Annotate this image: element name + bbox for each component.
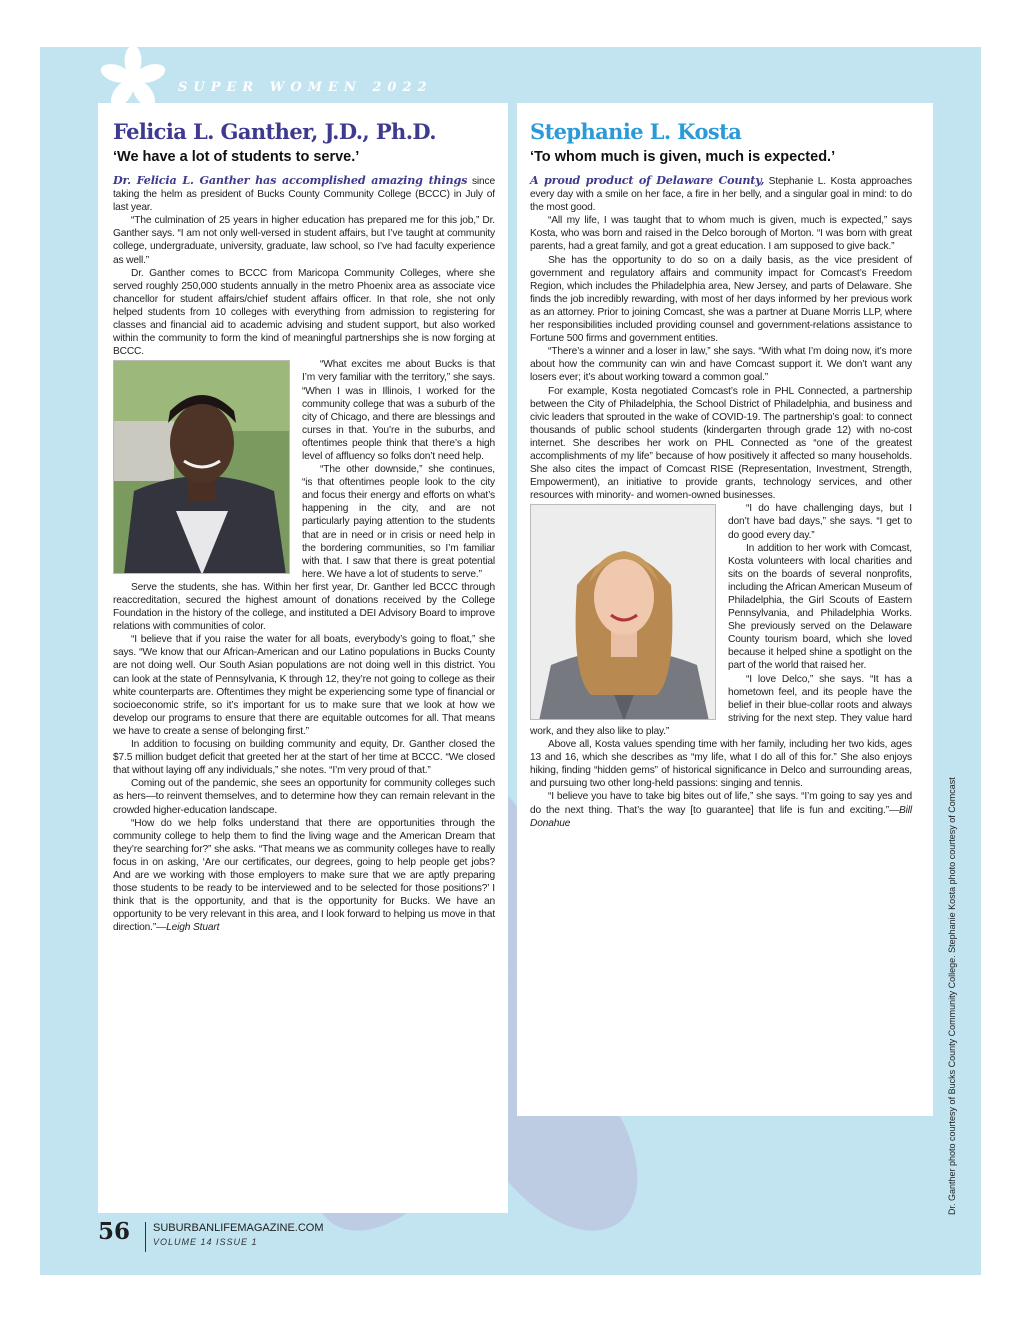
lead-paragraph (113, 174, 495, 214)
article-kosta (530, 118, 912, 830)
decorative-flower-small (98, 44, 168, 114)
lead-paragraph (530, 174, 912, 214)
paragraph: In addition to her work with Comcast, Kosta volunteers with local charities and sits on the boards of several nonprofits, including the African American Museum of Philadelphia, the Girl Scouts of Eastern Pennsylvania, and Philadelphia Works. She previously served on the Delaware County tourism board, which she loved because it helped shine a spotlight on the part of the world that raised her. (728, 542, 912, 672)
footer-divider (145, 1222, 146, 1252)
byline-kosta: —Bill Donahue (530, 804, 912, 829)
paragraph: She has the opportunity to do so on a daily basis, as the vice president of government and regulatory affairs and community impact for Comcast’s Freedom Region, which includes the Philadelphia area, New Jersey, and parts of Delaware. She finds the job incredibly rewarding, with most of her days informed by her previous work as an attorney. Prior to joining Comcast, she was a partner at Duane Morris LLP, where her responsibilities included providing counsel and government-relations assistance to Fortune 500 firms and government entities. (530, 254, 912, 345)
pull-quote-kosta: ‘To whom much is given, much is expected.’ (530, 149, 836, 165)
byline-ganther: —Leigh Stuart (156, 922, 220, 934)
page-number: 56 (98, 1218, 131, 1245)
lead-in: A proud product of Delaware County, (530, 173, 765, 187)
paragraph: “What excites me about Bucks is that I’m very familiar with the territory,” she says. “When I was in Illinois, I worked for the community college that was a suburb of the city of Chicago, and there are blessings and curses in that. You’re in the suburbs, and oftentimes people think that there’s a high level of affluency so folks don’t need help. (302, 359, 495, 462)
paragraph-text: “How do we help folks understand that there are opportunities through the community college to help them to find the living wage and the American Dream that they’re searching for?” she asks. “That means we as community colleges have to really focus in on asking, ‘Are our certificates, our degrees, going to help people get jobs? And are we working with those employers to make sure that we are aptly preparing those students to be ready to be interviewed and to be selected for those positions?’ I think that is the opportunity, and that is the opportunity for Bucks. We have an opportunity to be very relevant in this area, and I look forward to helping us move in that direction.” (113, 817, 495, 934)
footer-volume: VOLUME 14 ISSUE 1 (153, 1237, 258, 1247)
paragraph-final (530, 790, 912, 829)
lead-rest: since taking the helm as president of Bucks County Community College (BCCC) in July of last year. (113, 176, 495, 214)
photo-ganther (113, 360, 290, 574)
lead-rest: Stephanie L. Kosta approaches every day with a smile on her face, a fire in her belly, and a singular goal in mind: to do the most good. (530, 176, 912, 214)
paragraph: “I believe that if you raise the water for all boats, everybody’s going to float,” she says. “We know that our African-American and our Latino populations in Bucks County are not doing well. Our South Asian populations are not doing well in this district. You can look at the state of Pennsylvania, K through 12, they’re not going to college as their white counterparts are. Oftentimes they might be experiencing some type of financial or socioeconomic strife, so it’s important for us to make sure that we look at how we develop our programs to ensure that there are equitable outcomes for all. That means we have to create a sense of belonging first.” (113, 634, 495, 737)
article-body-ganther (113, 174, 495, 934)
paragraph: “I do have challenging days, but I don’t have bad days,” she says. “I get to do good every day.” (728, 503, 912, 541)
article-title-kosta: Stephanie L. Kosta (530, 119, 742, 144)
paragraph: “All my life, I was taught that to whom much is given, much is expected,” says Kosta, who was born and raised in the Delco borough of Morton. “I was born with great parents, had a great family, and got a great education. I am supposed to give back.” (530, 215, 912, 253)
paragraph-text: “I believe you have to take big bites out of life,” she says. “I’m going to say yes and do the next thing. That’s the way [to guarantee] that life is fun and exciting.” (530, 791, 912, 816)
paragraph: “I love Delco,” she says. “It has a hometown feel, and its people have the belief in their blue-collar roots and always striving for the next step. They value hard work, and they also like to play.” (530, 673, 912, 737)
article-ganther (113, 118, 495, 934)
photo-kosta (530, 504, 716, 720)
pull-quote-ganther: ‘We have a lot of students to serve.’ (113, 149, 360, 165)
paragraph: For example, Kosta negotiated Comcast’s role in PHL Connected, a partnership between the City of Philadelphia, the School District of Philadelphia, and business and civic leaders that sprouted in the wake of COVID-19. The partnership’s goal: to connect thousands of public school students (kindergarten through grade 12) with no-cost internet. She describes her work on PHL Connected as “one of the greatest accomplishments of my life” because of how positively it affected so many households. She also cites the impact of Comcast RISE (Representation, Investment, Strength, Empowerment), an initiative to provide grants, technology services, and other resources with minority- and women-owned businesses. (530, 385, 912, 502)
footer-site-link[interactable]: SUBURBANLIFEMAGAZINE.COM (153, 1222, 324, 1234)
article-title-ganther: Felicia L. Ganther, J.D., Ph.D. (113, 119, 436, 144)
lead-in: Dr. Felicia L. Ganther has accomplished amazing things (113, 173, 468, 187)
paragraph: Dr. Ganther comes to BCCC from Maricopa Community Colleges, where she served roughly 250,000 students annually in the metro Phoenix area as associate vice chancellor for student affairs/chief student affairs officer. In that role, she not only helped students from 10 colleges with everything from admission to registering for classes and financial aid to academic advising and student support, but also worked within the community to form the kind of meaningful partnerships she is now forging at BCCC. (113, 267, 495, 358)
paragraph: Above all, Kosta values spending time with her family, including her two kids, ages 13 and 16, which she describes as “my life, what I do all of this for.” She also enjoys hiking, finding “hidden gems” of historical significance in Delco and surrounding areas, and pursuing two other long-held passions: singing and tennis. (530, 739, 912, 790)
photo-credit: Dr. Ganther photo courtesy of Bucks County Community College. Stephanie Kosta photo courtesy of Comcast (947, 777, 957, 1215)
paragraph: “The other downside,” she continues, “is that oftentimes people look to the city and focus their energy and efforts on what’s happening in the city, and are not particularly paying attention to the students that are in need or in crisis or need help in the bordering communities, so I’m familiar with that. I saw that there is great potential here. We have a lot of students to serve.” (302, 464, 495, 580)
paragraph: In addition to focusing on building community and equity, Dr. Ganther closed the $7.5 million budget deficit that greeted her at the start of her time at BCCC. “We closed that without laying off any individuals,” she notes. “I’m very proud of that.” (113, 739, 495, 777)
paragraph: “There’s a winner and a loser in law,” she says. “With what I’m doing now, it’s more about how the community can win and have Comcast support it. We don’t want any losers ever; it’s about working toward a common goal.” (530, 346, 912, 384)
article-body-kosta (530, 174, 912, 830)
paragraph: “The culmination of 25 years in higher education has prepared me for this job,” Dr. Ganther says. “I am not only well-versed in student affairs, but I’ve taught at community college, undergraduate, university, graduate, law school, so I’ve had faculty experience as well.” (113, 215, 495, 266)
paragraph-final (113, 817, 495, 935)
paragraph: Coming out of the pandemic, she sees an opportunity for community colleges such as hers—to reinvent themselves, and to determine how they can remain relevant in the crowded higher-education landscape. (113, 778, 495, 816)
paragraph: Serve the students, she has. Within her first year, Dr. Ganther led BCCC through reaccreditation, secured the highest amount of donations received by the College Foundation in the history of the college, and instituted a DEI Advisory Board to improve relations with communities of color. (113, 581, 495, 633)
section-kicker: SUPER WOMEN 2022 (178, 80, 433, 95)
